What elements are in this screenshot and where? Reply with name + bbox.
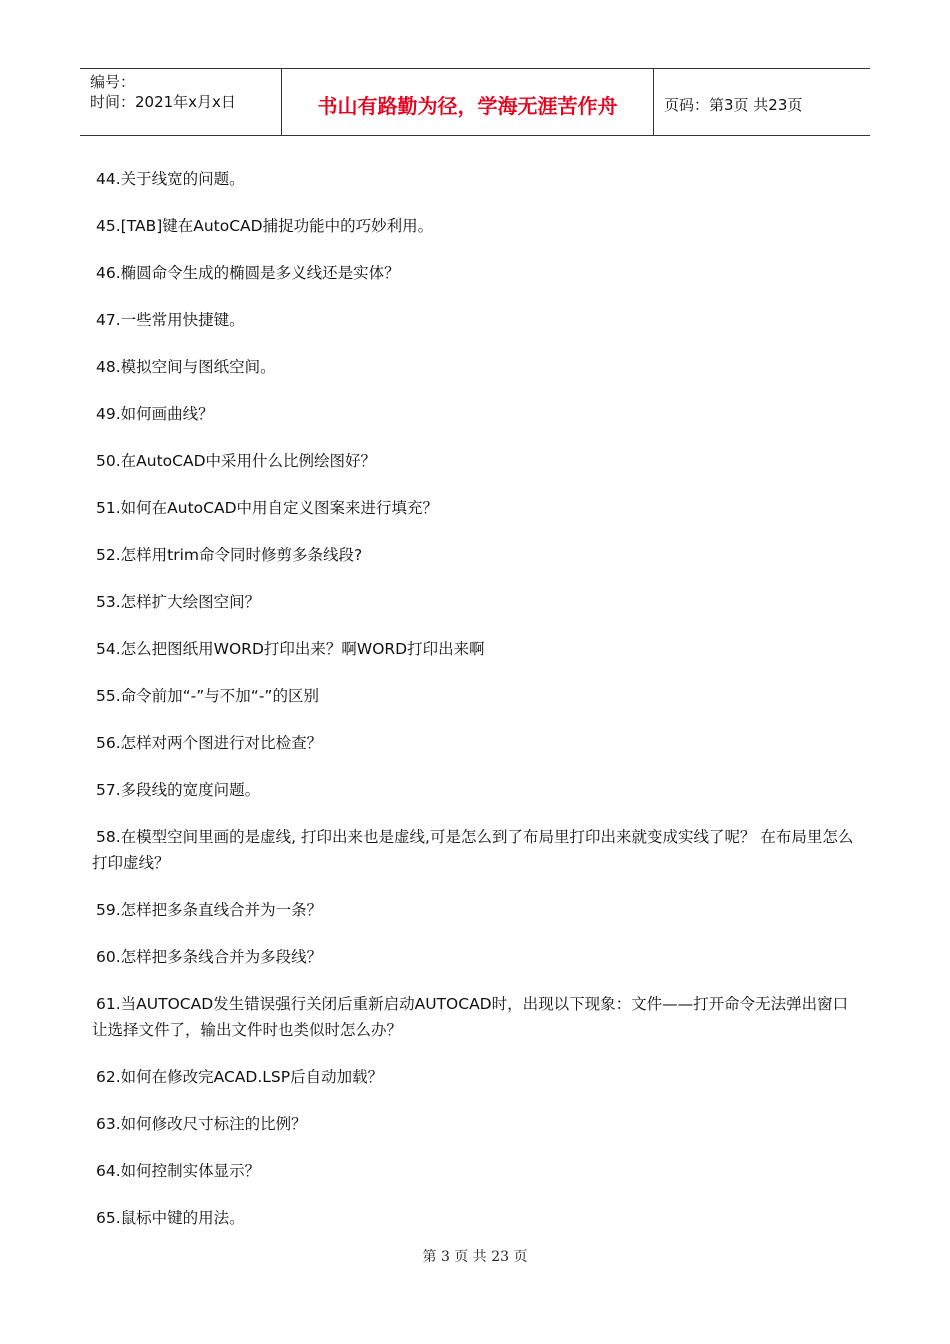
question-number: 60. <box>96 948 121 966</box>
question-text: 如何控制实体显示？ <box>120 1162 261 1180</box>
question-item <box>92 1064 862 1090</box>
question-number: 58. <box>96 828 121 846</box>
question-text: 当AUTOCAD发生错误强行关闭后重新启动AUTOCAD时，出现以下现象：文件——打开命令无法弹出窗口让选择文件了，输出文件时也类似时怎么办？ <box>92 995 849 1039</box>
question-number: 53. <box>96 593 121 611</box>
question-item <box>92 636 862 662</box>
question-number: 48. <box>96 358 121 376</box>
question-text: [TAB]键在AutoCAD捕捉功能中的巧妙利用。 <box>120 217 434 235</box>
question-number: 45. <box>96 217 121 235</box>
question-item <box>92 991 862 1043</box>
question-number: 59. <box>96 901 121 919</box>
code-label: 编号： <box>90 73 136 91</box>
question-number: 65. <box>96 1209 121 1227</box>
question-number: 52. <box>96 546 121 564</box>
question-number: 47. <box>96 311 121 329</box>
question-text: 模拟空间与图纸空间。 <box>120 358 276 376</box>
question-text: 如何修改尺寸标注的比例？ <box>120 1115 307 1133</box>
question-item <box>92 166 862 192</box>
question-text: 鼠标中键的用法。 <box>120 1209 245 1227</box>
question-item <box>92 589 862 615</box>
question-number: 57. <box>96 781 121 799</box>
time-label: 时间：2021年x月x日 <box>90 93 236 111</box>
question-number: 62. <box>96 1068 121 1086</box>
question-item <box>92 307 862 333</box>
question-item <box>92 1205 862 1231</box>
question-number: 64. <box>96 1162 121 1180</box>
question-number: 49. <box>96 405 121 423</box>
question-number: 50. <box>96 452 121 470</box>
question-number: 46. <box>96 264 121 282</box>
question-text: 怎样把多条直线合并为一条？ <box>120 901 323 919</box>
question-text: 如何在修改完ACAD.LSP后自动加载？ <box>120 1068 384 1086</box>
question-text: 椭圆命令生成的椭圆是多义线还是实体？ <box>120 264 400 282</box>
question-number: 51. <box>96 499 121 517</box>
question-number: 54. <box>96 640 121 658</box>
question-text: 命令前加“-”与不加“-”的区别 <box>120 687 319 705</box>
question-item <box>92 1158 862 1184</box>
question-item <box>92 495 862 521</box>
question-text: 怎样把多条线合并为多段线？ <box>120 948 323 966</box>
question-text: 怎么把图纸用WORD打印出来？啊WORD打印出来啊 <box>120 640 485 658</box>
question-text: 在AutoCAD中采用什么比例绘图好？ <box>120 452 377 470</box>
question-text: 如何在AutoCAD中用自定义图案来进行填充？ <box>120 499 439 517</box>
question-number: 63. <box>96 1115 121 1133</box>
question-text: 怎样用trim命令同时修剪多条线段? <box>120 546 363 564</box>
question-item <box>92 944 862 970</box>
header-motto: 书山有路勤为径，学海无涯苦作舟 <box>281 69 654 135</box>
question-number: 44. <box>96 170 121 188</box>
question-item <box>92 542 862 568</box>
question-text: 怎样扩大绘图空间？ <box>120 593 261 611</box>
question-number: 55. <box>96 687 121 705</box>
question-item <box>92 777 862 803</box>
header-page-info: 页码：第3页 共23页 <box>664 95 803 114</box>
question-item <box>92 260 862 286</box>
question-text: 关于线宽的问题。 <box>120 170 245 188</box>
page-footer: 第 3 页 共 23 页 <box>422 1249 528 1265</box>
question-item <box>92 213 862 239</box>
question-item <box>92 401 862 427</box>
question-item <box>92 354 862 380</box>
question-number: 56. <box>96 734 121 752</box>
question-text: 怎样对两个图进行对比检查？ <box>120 734 323 752</box>
question-text: 一些常用快捷键。 <box>120 311 245 329</box>
question-text: 在模型空间里画的是虚线, 打印出来也是虚线,可是怎么到了布局里打印出来就变成实线了呢？ 在布局里怎么打印虚线？ <box>92 828 854 872</box>
question-item <box>92 1111 862 1137</box>
question-item <box>92 824 862 876</box>
question-item <box>92 730 862 756</box>
question-item <box>92 448 862 474</box>
question-text: 如何画曲线？ <box>120 405 214 423</box>
question-item <box>92 897 862 923</box>
question-item <box>92 683 862 709</box>
question-number: 61. <box>96 995 121 1013</box>
question-text: 多段线的宽度问题。 <box>120 781 261 799</box>
